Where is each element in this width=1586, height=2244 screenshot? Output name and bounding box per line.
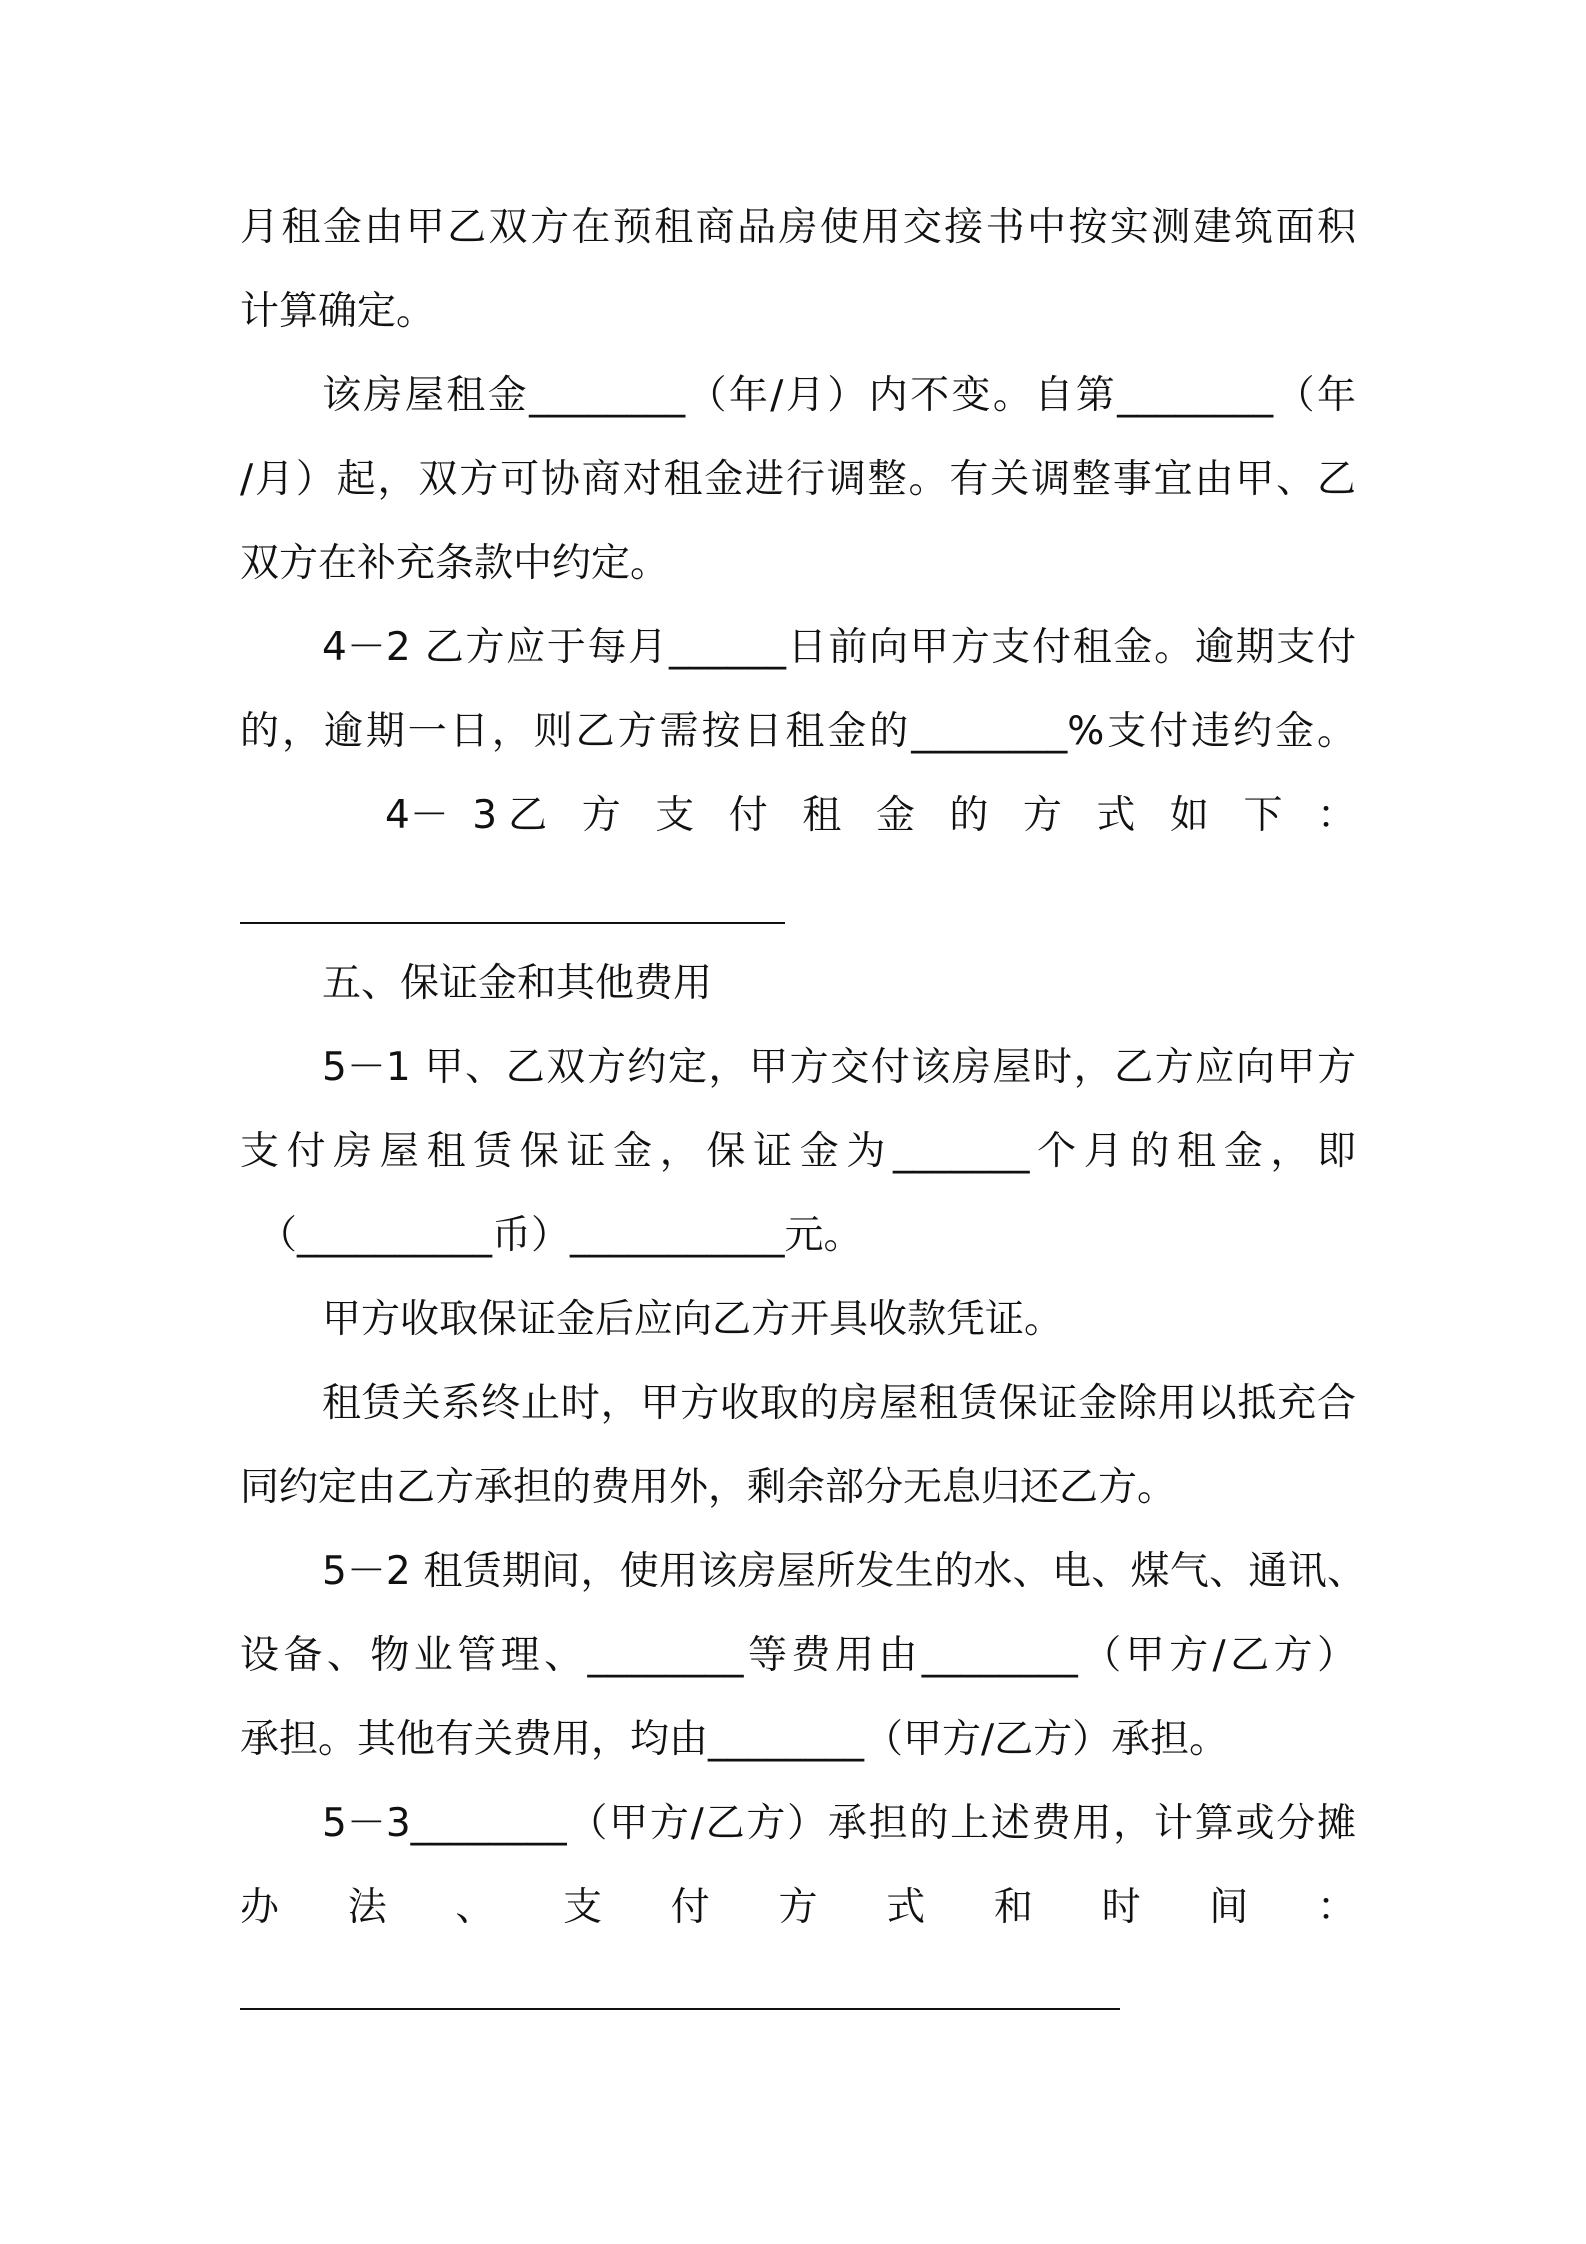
paragraph-line: 该房屋租金________（年/月）内不变。自第________（年 xyxy=(322,373,1356,418)
paragraph-line: 5－2 租赁期间，使用该房屋所发生的水、电、煤气、通讯、 xyxy=(322,1549,1366,1594)
fill-in-blank xyxy=(240,2008,1120,2010)
paragraph-line: 同约定由乙方承担的费用外，剩余部分无息归还乙方。 xyxy=(240,1465,1177,1510)
paragraph-line: 4－ 3乙 方 支 付 租 金 的 方 式 如 下 ： xyxy=(385,793,1356,838)
paragraph-line: 计算确定。 xyxy=(240,289,436,334)
paragraph-line: 租赁关系终止时，甲方收取的房屋租赁保证金除用以抵充合 xyxy=(322,1381,1356,1426)
paragraph-line: 月租金由甲乙双方在预租商品房使用交接书中按实测建筑面积 xyxy=(240,205,1356,250)
paragraph-line: 5－3________（甲方/乙方）承担的上述费用，计算或分摊 xyxy=(322,1801,1356,1846)
paragraph-line: （__________币）___________元。 xyxy=(258,1213,863,1258)
paragraph-line: 设备、物业管理、________等费用由________（甲方/乙方） xyxy=(240,1633,1356,1678)
paragraph-line: 办 法 、 支 付 方 式 和 时 间 ： xyxy=(240,1885,1356,1930)
paragraph-line: 双方在补充条款中约定。 xyxy=(240,541,670,586)
paragraph-line: /月）起，双方可协商对租金进行调整。有关调整事宜由甲、乙 xyxy=(240,457,1356,502)
paragraph-line: 4－2 乙方应于每月______日前向甲方支付租金。逾期支付 xyxy=(322,625,1356,670)
paragraph-line: 的，逾期一日，则乙方需按日租金的________%支付违约金。 xyxy=(240,709,1356,754)
fill-in-blank xyxy=(240,922,785,924)
paragraph-line: 甲方收取保证金后应向乙方开具收款凭证。 xyxy=(322,1297,1064,1342)
paragraph-line: 承担。其他有关费用，均由________（甲方/乙方）承担。 xyxy=(240,1717,1229,1762)
paragraph-line: 支付房屋租赁保证金，保证金为_______个月的租金，即 xyxy=(240,1129,1356,1174)
paragraph-line: 5－1 甲、乙双方约定，甲方交付该房屋时，乙方应向甲方 xyxy=(322,1045,1356,1090)
section-heading: 五、保证金和其他费用 xyxy=(322,961,713,1006)
